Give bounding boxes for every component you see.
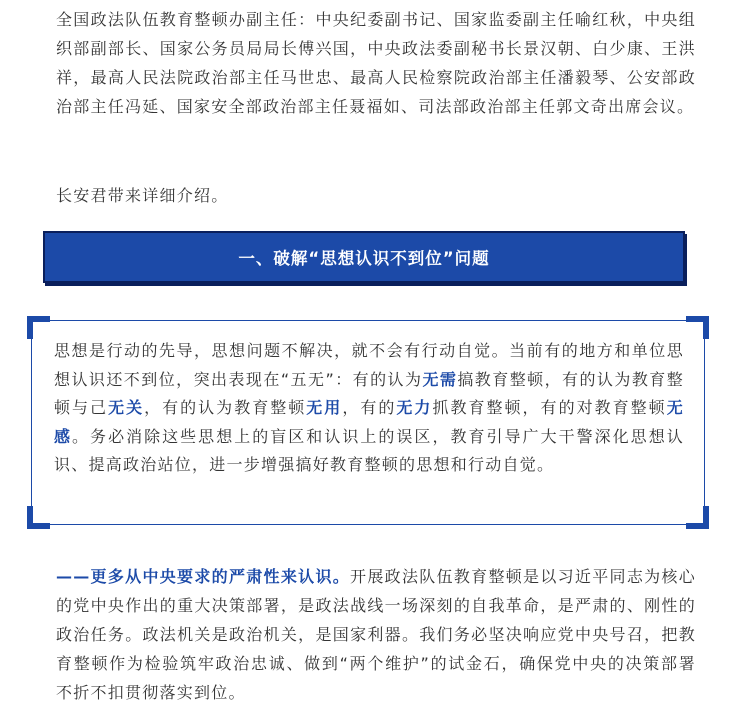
callout-text-segment: ，有的 <box>342 398 397 417</box>
callout-text-segment: ，有的认为教育整顿 <box>144 398 307 417</box>
body-text: 开展政法队伍教育整顿是以习近平同志为核心的党中央作出的重大决策部署，是政法战线一场深刻的自我革命，是严肃的、刚性的政治任务。政法机关是政治机关，是国家利器。我们务必坚决响应党中央号召，把教育整顿作为检验筑牢政治忠诚、做到“两个维护”的试金石，确保党中央的决策部署不折不扣贯彻落实到位。 <box>56 567 696 702</box>
callout-text-segment: 。务必消除这些思想上的盲区和认识上的误区，教育引导广大干警深化思想认识、提高政治站位，进一步增强搞好教育整顿的思想和行动自觉。 <box>54 426 684 474</box>
section-title: 一、破解“思想认识不到位”问题 <box>238 249 490 268</box>
callout-box <box>31 320 705 525</box>
highlight-wuyong: 无用 <box>306 398 343 417</box>
section-header <box>43 231 685 283</box>
highlight-wuli: 无力 <box>396 398 433 417</box>
callout-text <box>54 337 684 480</box>
corner-bracket-icon <box>27 316 50 339</box>
corner-bracket-icon <box>686 316 709 339</box>
body-paragraph <box>56 562 696 707</box>
callout-text-segment: 思想是行动的先导，思想问题不解决，就不会有行动自觉。当前有的地方和单位思想认识还不到位，突出表现在“五无”：有的认为 <box>54 341 684 389</box>
corner-bracket-icon <box>686 506 709 529</box>
attendance-paragraph: 全国政法队伍教育整顿办副主任：中央纪委副书记、国家监委副主任喻红秋，中央组织部副部长、国家公务员局局长傅兴国，中央政法委副秘书长景汉朝、白少康、王洪祥，最高人民法院政治部主任马世忠、最高人民检察院政治部主任潘毅琴、公安部政治部主任冯延、国家安全部政治部主任聂福如、司法部政治部主任郭文奇出席会议。 <box>56 10 696 116</box>
callout-text-segment: 搞教育整顿，有的认为教育整顿与己 <box>54 369 684 417</box>
callout-text-segment: 抓教育整顿，有的对教育整顿 <box>432 398 667 417</box>
lead-in-paragraph: 长安君带来详细介绍。 <box>56 186 229 205</box>
highlight-wuguan: 无关 <box>108 398 145 417</box>
highlight-wuxu: 无需 <box>422 369 458 389</box>
corner-bracket-icon <box>27 506 50 529</box>
paragraph-lead-heading: ——更多从中央要求的严肃性来认识。 <box>56 567 351 586</box>
highlight-wugan: 无感 <box>54 398 684 446</box>
